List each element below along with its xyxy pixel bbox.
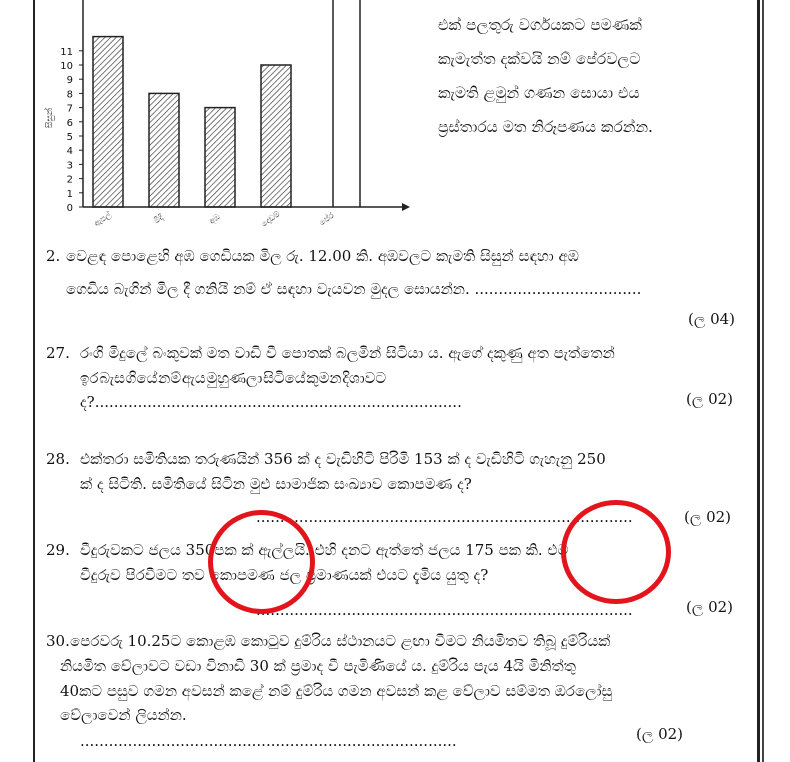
x-tick-label: පේර xyxy=(317,210,336,228)
x-tick-label: දොඩම් xyxy=(259,209,282,229)
y-tick-label: 10 xyxy=(60,61,73,72)
question-text: ගෙඩිය බැගින් මිල දී ගනියි නම් ඒ සඳහා වැයවන මුදල සොයන්න. ................................... xyxy=(66,280,642,298)
question-number: 29. xyxy=(46,541,70,559)
answer-line[interactable]: ............................................................................... xyxy=(256,601,633,619)
marks-label: (ල 02) xyxy=(686,598,734,616)
question-text: රංගි මිදුලේ බංකුවක් මත වාඩි වී පොතක් බලමින් සිටියා ය. ඇගේ දකුණු අත පැත්තෙන් xyxy=(80,344,615,362)
marks-label: (ල 02) xyxy=(686,390,734,408)
question-text: නියමිත වේලාවට වඩා විනාඩි 30 ක් ප්‍රමාද වී පැමිණියේ ය. දුම්රිය පැය 4යි මිනිත්තු xyxy=(60,657,576,675)
answer-line[interactable]: ............................................................................... xyxy=(256,508,633,526)
x-tick-label: මිදි xyxy=(152,212,165,226)
side-text-line: කැමැත්ත දක්වයි නම් පේරවලට xyxy=(438,50,641,68)
side-text-line: කැමති ළමුන් ගණන සොයා එය xyxy=(438,84,640,102)
question-text: වෙළඳ පොළෙහි අඹ ගෙඩියක මිල රු. 12.00 කි. අඹවලට කැමති සිසුන් සඳහා අඹ xyxy=(66,247,579,265)
page-border-right xyxy=(757,0,760,762)
y-tick-label: 5 xyxy=(66,132,73,143)
question-text: 40කට පසුව ගමන අවසන් කළේ නම් දුම්රිය ගමන අවසන් කළ වේලාව සම්මත ඔරලෝසු xyxy=(60,682,613,700)
annotation-circle xyxy=(208,510,315,614)
bar-chart xyxy=(40,0,420,230)
annotation-circle xyxy=(561,500,671,604)
bar xyxy=(205,108,235,207)
bar xyxy=(149,93,179,207)
question-text: ක් ද සිටිති. සමිතියේ සිටින මුළු සාමාජික සංඛ්‍යාව කොපමණ ද? xyxy=(80,475,472,493)
y-tick-label: 2 xyxy=(66,174,73,186)
y-axis-label: සිසුන් xyxy=(45,107,55,129)
question-side-text xyxy=(438,8,743,144)
y-tick-label: 1 xyxy=(66,188,73,200)
question-number: 27. xyxy=(46,344,70,362)
page-border-right-outer xyxy=(762,0,764,762)
bar xyxy=(93,37,123,207)
marks-label: (ල 02) xyxy=(636,725,684,743)
y-tick-label: 6 xyxy=(66,117,73,129)
question-number: 28. xyxy=(46,450,70,468)
bar xyxy=(261,65,291,207)
question-text: වීදුරුවකට ජලය 350පක ක් ඇල්ලයි. එහි දනට ඇත්තේ ජලය 175 පක කි. එම xyxy=(80,541,569,559)
question-text: වේලාවෙන් ලියන්න. xyxy=(60,706,187,724)
marks-label: (ල 04) xyxy=(688,310,736,328)
side-text-line: එක් පලතුරු වර්ගයකට පමණක් xyxy=(438,16,642,34)
question-text: වීදුරුව පිරවීමට තව කොපමණ ජල ප්‍රමාණයක් එයට දැමිය යුතු ද? xyxy=(80,566,489,584)
question-text: පෙරවරු 10.25ට කොළඹ කොටුව දුම්රිය ස්ථානයට ළඟා වීමට නියමිතව තිබූ දුම්රියක් xyxy=(70,632,611,650)
y-tick-label: 4 xyxy=(66,146,73,158)
question-text: ඉර බැස ගියේ නම් ඇය මුහුණලා සිටියේ කුමන දිශාවට xyxy=(80,369,387,387)
marks-label: (ල 02) xyxy=(684,508,732,526)
y-tick-label: 11 xyxy=(60,46,73,58)
question-number: 30. xyxy=(46,632,70,650)
y-tick-label: 7 xyxy=(66,103,73,115)
question-text: එක්තරා සමිතියක තරුණයින් 356 ක් ද වැඩිහිටි පිරිමි 153 ක් ද වැඩිහිටි ගැහැනු 250 xyxy=(80,450,606,468)
page-border-left xyxy=(33,0,35,762)
answer-line[interactable]: ද?............................................................................. xyxy=(80,393,462,411)
x-tick-label: අඹ xyxy=(207,212,222,226)
y-tick-label: 8 xyxy=(66,89,73,101)
x-tick-label: ඇපල් xyxy=(92,209,113,228)
question-number: 2. xyxy=(46,247,61,265)
y-tick-label: 0 xyxy=(66,203,73,214)
y-tick-label: 9 xyxy=(66,75,73,87)
side-text-line: ප්‍රස්තාරය මත නිරූපණය කරන්න. xyxy=(438,118,653,136)
answer-line[interactable]: ............................................................................... xyxy=(80,732,457,750)
x-axis-arrow xyxy=(402,203,410,211)
y-tick-label: 3 xyxy=(66,160,73,172)
